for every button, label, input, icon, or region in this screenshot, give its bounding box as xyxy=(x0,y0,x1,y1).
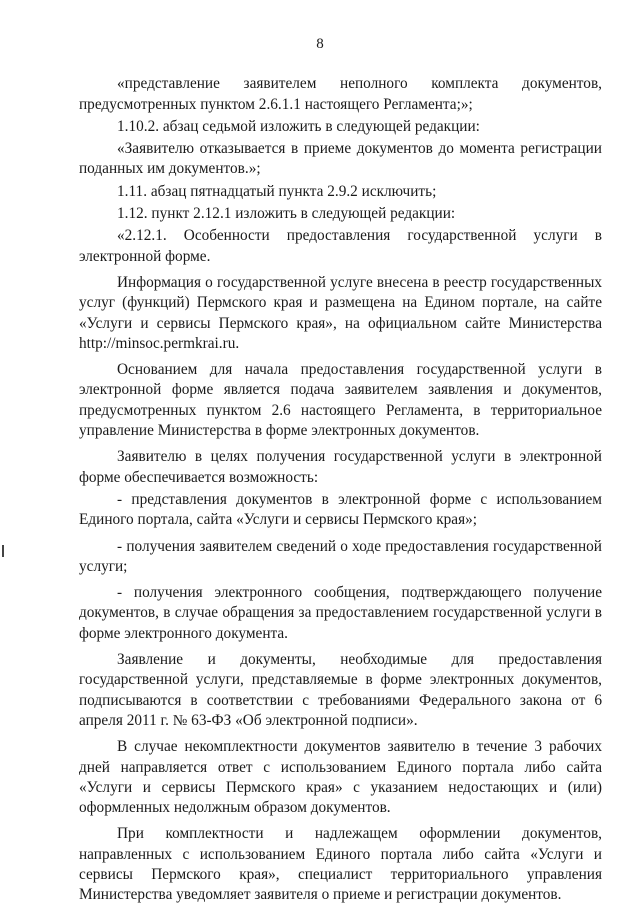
paragraph-1: «представление заявителем неполного комплекта документов, предусмотренных пунктом 2.6.1.1 настоящего Регламента;»; xyxy=(79,75,602,113)
list-item-2: - получения заявителем сведений о ходе предоставления государственной услуги; xyxy=(79,537,602,575)
paragraph-11: В случае некомплектности документов заявителю в течение 3 рабочих дней направляется ответ с использованием Единого портала либо сайта «Услуги и сервисы Пермского края» с указанием недостающих и (или) оформленных недолжным образом документов. xyxy=(79,738,602,817)
paragraph-4: 1.11. абзац пятнадцатый пункта 2.9.2 исключить; xyxy=(117,182,437,200)
paragraph-10: Заявление и документы, необходимые для предоставления государственной услуги, представляемые в форме электронных документов, подписываются в соответствии с требованиями Федерального закона от 6 апреля 2011 г. № 63-ФЗ «Об электронной подписи». xyxy=(79,651,602,729)
scan-artifact xyxy=(2,545,4,557)
paragraph-8: Основанием для начала предоставления государственной услуги в электронной форме является подача заявителем заявления и документов, предусмотренных пунктом 2.6 настоящего Регламента, в территориальное управление Министерства в форме электронных документов. xyxy=(79,361,602,440)
list-item-3: - получения электронного сообщения, подтверждающего получение документов, в случае обращения за предоставлением государственной услуги в форме электронного документа. xyxy=(79,584,602,642)
list-item-1: - представления документов в электронной форме с использованием Единого портала, сайта «Услуги и сервисы Пермского края»; xyxy=(79,490,602,529)
paragraph-12: При комплектности и надлежащем оформлении документов, направленных с использованием Единого портала либо сайта «Услуги и сервисы Пермского края», специалист территориального управления Министерства уведомляет заявителя о приеме и регистрации документов. xyxy=(79,825,602,904)
paragraph-9: Заявителю в целях получения государственной услуги в электронной форме обеспечивается возможность: xyxy=(79,448,602,486)
paragraph-3: «Заявителю отказывается в приеме документов до момента регистрации поданных им документов.»; xyxy=(79,140,602,178)
page-number: 8 xyxy=(316,36,324,52)
paragraph-7: Информация о государственной услуге внесена в реестр государственных услуг (функций) Пермского края и размещена на Едином портале, на сайте «Услуги и сервисы Пермского края», на официальном сайте Министерства http://minsoc.permkrai.ru. xyxy=(79,273,602,352)
paragraph-6: «2.12.1. Особенности предоставления государственной услуги в электронной форме. xyxy=(79,227,602,265)
paragraph-2: 1.10.2. абзац седьмой изложить в следующей редакции: xyxy=(117,117,480,135)
paragraph-5: 1.12. пункт 2.12.1 изложить в следующей редакции: xyxy=(117,205,456,223)
